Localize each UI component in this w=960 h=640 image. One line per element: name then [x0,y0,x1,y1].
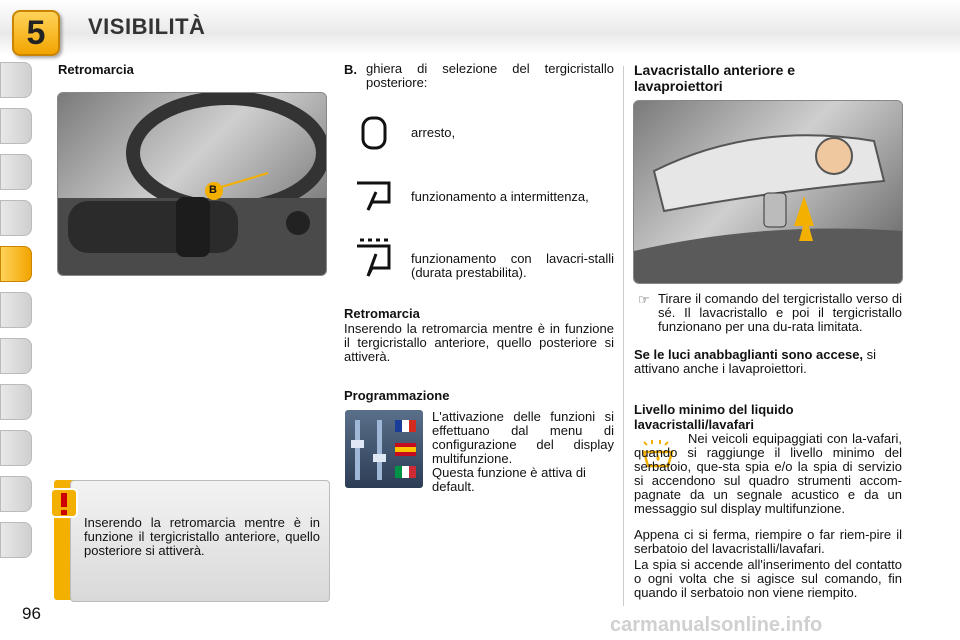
level-text-1: Nei veicoli equipaggiati con la-vafari, quando si raggiunge il livello minimo del serbatoio, que-sta spia e/o la spia di servizio si accendono sul quadro strumenti accom-pagnate da un segnale acustico e da un messaggio sul display multifunzione. [634,431,902,516]
headlamp-illustration [634,101,902,283]
chapter-tab-4[interactable] [0,200,32,236]
reverse-heading: Retromarcia [344,306,420,321]
chapter-tab-8[interactable] [0,384,32,420]
display-menu-image [345,410,423,488]
bullet-text: Tirare il comando del tergicristallo verso di sé. Il lavacristallo e poi il tergicristallo funzionano per una du-rata limitata. [658,291,902,334]
exclamation-icon [50,488,78,518]
headlight-washer-photo [633,100,903,284]
chapter-tabs [0,62,34,572]
chapter-tab-6[interactable] [0,292,32,328]
mode-washer-text: funzionamento con lavacri-stalli (durata prestabilita). [411,251,614,280]
steering-stalk-illustration [58,93,326,275]
intro-label: B. [344,62,357,77]
sliders-flags-icon [345,410,423,488]
programming-text-1: L'attivazione delle funzioni si effettuano dal menu di configurazione del display multifunzione. [432,409,614,466]
level-text-2: Appena ci si ferma, riempire o far riem-pire il serbatoio del lavacristalli/lavafari. [634,527,902,556]
page-number: 96 [22,604,41,623]
chapter-badge [12,10,60,56]
low-beam-text: si attivano anche i lavaproiettori. [634,347,877,376]
wiper-off-icon [358,116,390,150]
chapter-tab-9[interactable] [0,430,32,466]
programming-heading: Programmazione [344,388,450,403]
chapter-tab-7[interactable] [0,338,32,374]
level-heading: Livello minimo del liquido lavacristalli/lavafari [634,402,794,432]
mode-off-text: arresto, [411,125,456,140]
chapter-tab-1[interactable] [0,62,32,98]
washer-heading: Lavacristallo anteriore e lavaproiettori [634,62,796,94]
reverse-heading-left: Retromarcia [58,62,134,77]
reverse-text: Inserendo la retromarcia mentre è in funzione il tergicristallo anteriore, quello posteriore si attiverà. [344,321,614,364]
watermark: carmanualsonline.info [610,614,823,636]
chapter-tab-10[interactable] [0,476,32,512]
level-text-3: La spia si accende all'inserimento del contatto o ogni volta che si agisce sul comando, fin quando il serbatoio non viene riempito. [634,557,902,600]
chapter-tab-5[interactable] [0,246,32,282]
bullet-icon: ☞ [638,292,650,307]
figure-label-b: B [209,184,217,196]
programming-text-2: Questa funzione è attiva di default. [432,465,586,494]
page-title: VISIBILITÀ [88,14,206,39]
column-divider [623,66,624,606]
mode-intermittent-text: funzionamento a intermittenza, [411,189,589,204]
intro-text: ghiera di selezione del tergicristallo posteriore: [366,61,614,90]
chapter-tab-3[interactable] [0,154,32,190]
chapter-tab-11[interactable] [0,522,32,558]
wiper-stalk-photo [57,92,327,276]
chapter-number: 5 [26,14,46,52]
chapter-tab-2[interactable] [0,108,32,144]
low-beam-bold: Se le luci anabbaglianti sono accese, [634,347,864,362]
warning-text: Inserendo la retromarcia mentre è in funzione il tergicristallo anteriore, quello posteriore si attiverà. [84,515,320,558]
wiper-intermittent-icon [354,180,392,214]
wiper-washer-icon [354,238,392,278]
